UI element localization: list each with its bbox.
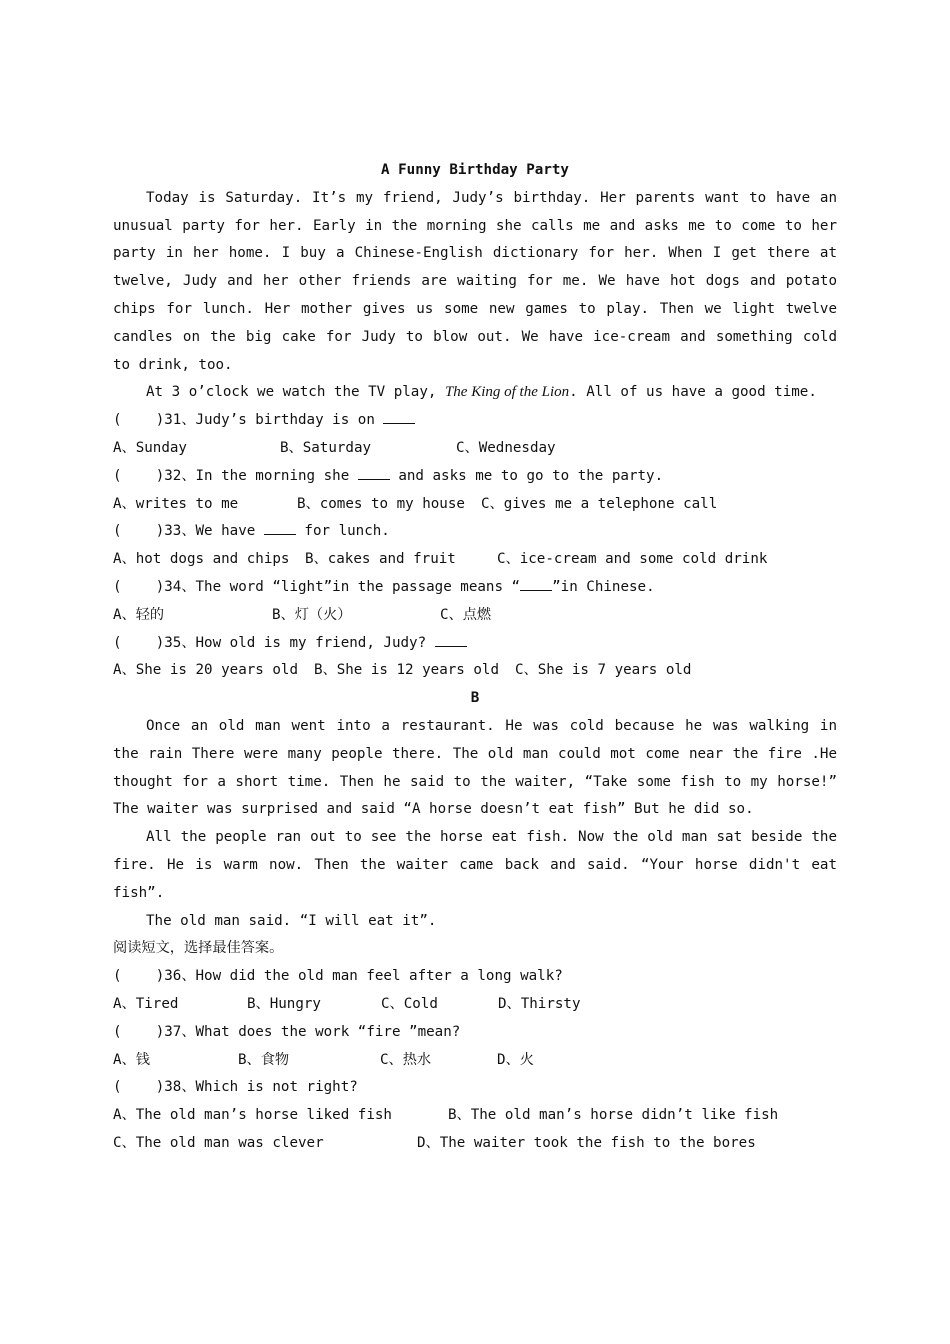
- option-a: A、Sunday: [113, 439, 187, 456]
- passage-a-p2-text: At 3 o’clock we watch the TV play,: [146, 384, 445, 401]
- passage-a-p2-text-end: . All of us have a good time.: [569, 384, 817, 401]
- option-c: C、ice-cream and some cold drink: [497, 551, 768, 568]
- question-32: [113, 463, 837, 491]
- option-a: A、轻的: [113, 606, 165, 623]
- option-a: A、钱: [113, 1051, 150, 1068]
- question-36: ( )36、How did the old man feel after a long walk?: [113, 968, 563, 985]
- question-31-options: [113, 435, 837, 463]
- question-37-options: [113, 1047, 837, 1075]
- question-33-options: [113, 546, 837, 574]
- question-34-stem-start: ( )34、The word “light”in the passage means “: [113, 578, 521, 595]
- answer-blank: [435, 632, 467, 647]
- question-38: ( )38、Which is not right?: [113, 1079, 358, 1096]
- option-c: C、Cold: [381, 995, 438, 1012]
- question-32-stem-start: ( )32、In the morning she: [113, 467, 358, 484]
- option-b: B、Saturday: [280, 439, 372, 456]
- passage-a-paragraph-2: [113, 379, 837, 407]
- document-title: A Funny Birthday Party: [381, 162, 569, 178]
- option-c: C、点燃: [440, 606, 492, 623]
- option-c: C、The old man was clever: [113, 1134, 324, 1151]
- option-b: B、The old man’s horse didn’t like fish: [448, 1107, 779, 1124]
- answer-blank: [264, 520, 296, 535]
- option-d: D、Thirsty: [498, 995, 581, 1012]
- question-35-stem: ( )35、How old is my friend, Judy?: [113, 634, 435, 651]
- question-32-options: [113, 491, 837, 519]
- question-38-options-row-1: [113, 1102, 837, 1130]
- question-37: ( )37、What does the work “fire ”mean?: [113, 1023, 461, 1040]
- answer-blank: [358, 465, 390, 480]
- question-36-options: [113, 991, 837, 1019]
- question-35: [113, 630, 837, 658]
- option-a: A、She is 20 years old: [113, 662, 299, 679]
- option-b: B、食物: [238, 1051, 290, 1068]
- option-b: B、灯（火）: [272, 606, 352, 623]
- passage-b-paragraph-1: Once an old man went into a restaurant. He was cold because he was walking in the rain There were many people there. The old man could mot come near the fire .He thought for a short time. Then he said to the waiter, “Take some fish to my horse!” The waiter was surprised and said “A horse doesn’t eat fish” But he did so.: [113, 717, 837, 818]
- option-c: C、Wednesday: [456, 439, 556, 456]
- question-38-options-row-2: [113, 1130, 837, 1158]
- option-b: B、cakes and fruit: [305, 551, 456, 568]
- section-b-heading: B: [470, 690, 480, 707]
- passage-b-paragraph-2: All the people ran out to see the horse eat fish. Now the old man sat beside the fire. He is warm now. Then the waiter came back and said. “Your horse didn't eat fish”.: [113, 829, 837, 901]
- option-a: A、Tired: [113, 995, 179, 1012]
- question-34-options: [113, 602, 837, 630]
- tv-play-title: The King of the Lion: [444, 384, 570, 401]
- option-c: C、热水: [380, 1051, 432, 1068]
- question-31-stem: ( )31、Judy’s birthday is on: [113, 412, 384, 429]
- option-b: B、Hungry: [247, 995, 321, 1012]
- passage-b-paragraph-3: The old man said. “I will eat it”.: [146, 912, 437, 929]
- option-b: B、She is 12 years old: [314, 662, 500, 679]
- option-a: A、hot dogs and chips: [113, 551, 290, 568]
- option-d: D、火: [497, 1051, 534, 1068]
- answer-blank: [383, 409, 415, 424]
- option-b: B、comes to my house: [297, 495, 465, 512]
- question-31: [113, 407, 837, 435]
- option-a: A、The old man’s horse liked fish: [113, 1107, 392, 1124]
- reading-instruction: 阅读短文，选择最佳答案。: [113, 940, 284, 957]
- option-c: C、gives me a telephone call: [481, 495, 718, 512]
- question-35-options: [113, 657, 837, 685]
- question-33-stem-end: for lunch.: [295, 523, 390, 540]
- document-body: [113, 157, 837, 1158]
- answer-blank: [520, 576, 552, 591]
- question-34-stem-end: ”in Chinese.: [552, 578, 655, 595]
- passage-a-paragraph-1: Today is Saturday. It’s my friend, Judy’s birthday. Her parents want to have an unusual party for her. Early in the morning she calls me and asks me to come to her party in her home. I buy a Chinese-English dictionary for her. When I get there at twelve, Judy and her other friends are waiting for me. We have hot dogs and potato chips for lunch. Her mother gives us some new games to play. Then we light twelve candles on the big cake for Judy to blow out. We have ice-cream and something cold to drink, too.: [113, 189, 837, 373]
- question-33-stem-start: ( )33、We have: [113, 523, 264, 540]
- question-32-stem-end: and asks me to go to the party.: [389, 467, 664, 484]
- option-d: D、The waiter took the fish to the bores: [417, 1134, 756, 1151]
- question-34: [113, 574, 837, 602]
- option-a: A、writes to me: [113, 495, 239, 512]
- question-33: [113, 518, 837, 546]
- option-c: C、She is 7 years old: [515, 662, 692, 679]
